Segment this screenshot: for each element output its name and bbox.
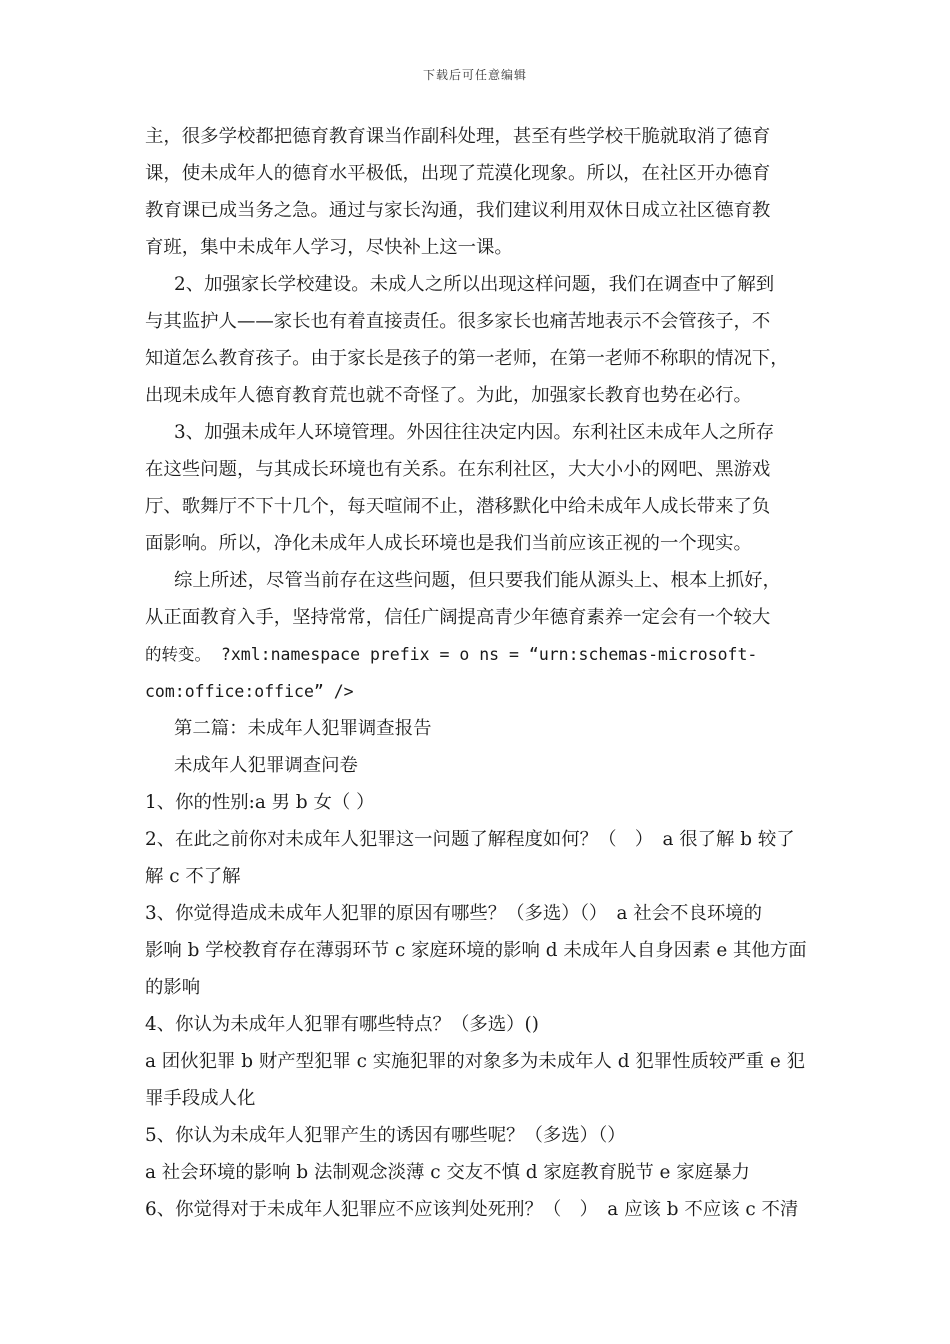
question-line: 1、你的性别:a 男 b 女（ ） (145, 792, 375, 813)
document-body (145, 118, 807, 1228)
paragraph-line: 教育课已成当务之急。通过与家长沟通，我们建议利用双休日成立社区德育教 (145, 200, 771, 221)
paragraph-line: 课，使未成年人的德育水平极低，出现了荒漠化现象。所以，在社区开办德育 (145, 163, 771, 184)
question-line: 解 c 不了解 (145, 866, 241, 887)
paragraph-line: com:office:office” /> (145, 682, 354, 701)
paragraph-line: 2、加强家长学校建设。未成人之所以出现这样问题，我们在调查中了解到 (174, 274, 775, 295)
question-line: 影响 b 学校教育存在薄弱环节 c 家庭环境的影响 d 未成年人自身因素 e 其他方面 (145, 940, 807, 961)
paragraph-line: 育班，集中未成年人学习，尽快补上这一课。 (145, 237, 513, 258)
questionnaire-title: 未成年人犯罪调查问卷 (174, 755, 358, 776)
paragraph-line: 在这些问题，与其成长环境也有关系。在东利社区，大大小小的网吧、黑游戏 (145, 459, 771, 480)
paragraph-line: 出现未成年人德育教育荒也就不奇怪了。为此，加强家长教育也势在必行。 (145, 385, 752, 406)
question-line: 5、你认为未成年人犯罪产生的诱因有哪些呢？（多选）（） (145, 1125, 626, 1146)
question-line: 4、你认为未成年人犯罪有哪些特点？（多选）() (145, 1014, 539, 1035)
page-header-watermark: 下载后可任意编辑 (422, 68, 527, 82)
paragraph-line: 综上所述，尽管当前存在这些问题，但只要我们能从源头上、根本上抓好， (174, 570, 781, 591)
paragraph-line: 面影响。所以，净化未成年人成长环境也是我们当前应该正视的一个现实。 (145, 533, 752, 554)
question-line: 6、你觉得对于未成年人犯罪应不应该判处死刑？（ ） a 应该 b 不应该 c 不清 (145, 1199, 799, 1220)
paragraph-line: 从正面教育入手，坚持常常，信任广阔提高青少年德育素养一定会有一个较大 (145, 607, 771, 628)
paragraph-line: 的转变。 ?xml:namespace prefix = o ns = “urn:schemas-microsoft- (145, 645, 758, 664)
paragraph-line: 主，很多学校都把德育教育课当作副科处理，甚至有些学校干脆就取消了德育 (145, 126, 771, 147)
question-line: 2、在此之前你对未成年人犯罪这一问题了解程度如何？（ ） a 很了解 b 较了 (145, 829, 795, 850)
paragraph-line: 知道怎么教育孩子。由于家长是孩子的第一老师，在第一老师不称职的情况下， (145, 348, 789, 369)
question-line: 的影响 (145, 977, 201, 998)
question-line: a 团伙犯罪 b 财产型犯罪 c 实施犯罪的对象多为未成年人 d 犯罪性质较严重 e 犯 (145, 1051, 806, 1072)
paragraph-line: 厅、歌舞厅不下十几个，每天喧闹不止，潜移默化中给未成年人成长带来了负 (145, 496, 771, 517)
paragraph-line: 与其监护人——家长也有着直接责任。很多家长也痛苦地表示不会管孩子，不 (145, 311, 771, 332)
question-line: 罪手段成人化 (145, 1088, 256, 1109)
paragraph-line: 3、加强未成年人环境管理。外因往往决定内因。东利社区未成年人之所存 (174, 422, 775, 443)
question-line: 3、你觉得造成未成年人犯罪的原因有哪些？（多选）（） a 社会不良环境的 (145, 903, 763, 924)
question-line: a 社会环境的影响 b 法制观念淡薄 c 交友不慎 d 家庭教育脱节 e 家庭暴力 (145, 1162, 750, 1183)
section-title: 第二篇：未成年人犯罪调查报告 (174, 718, 432, 739)
